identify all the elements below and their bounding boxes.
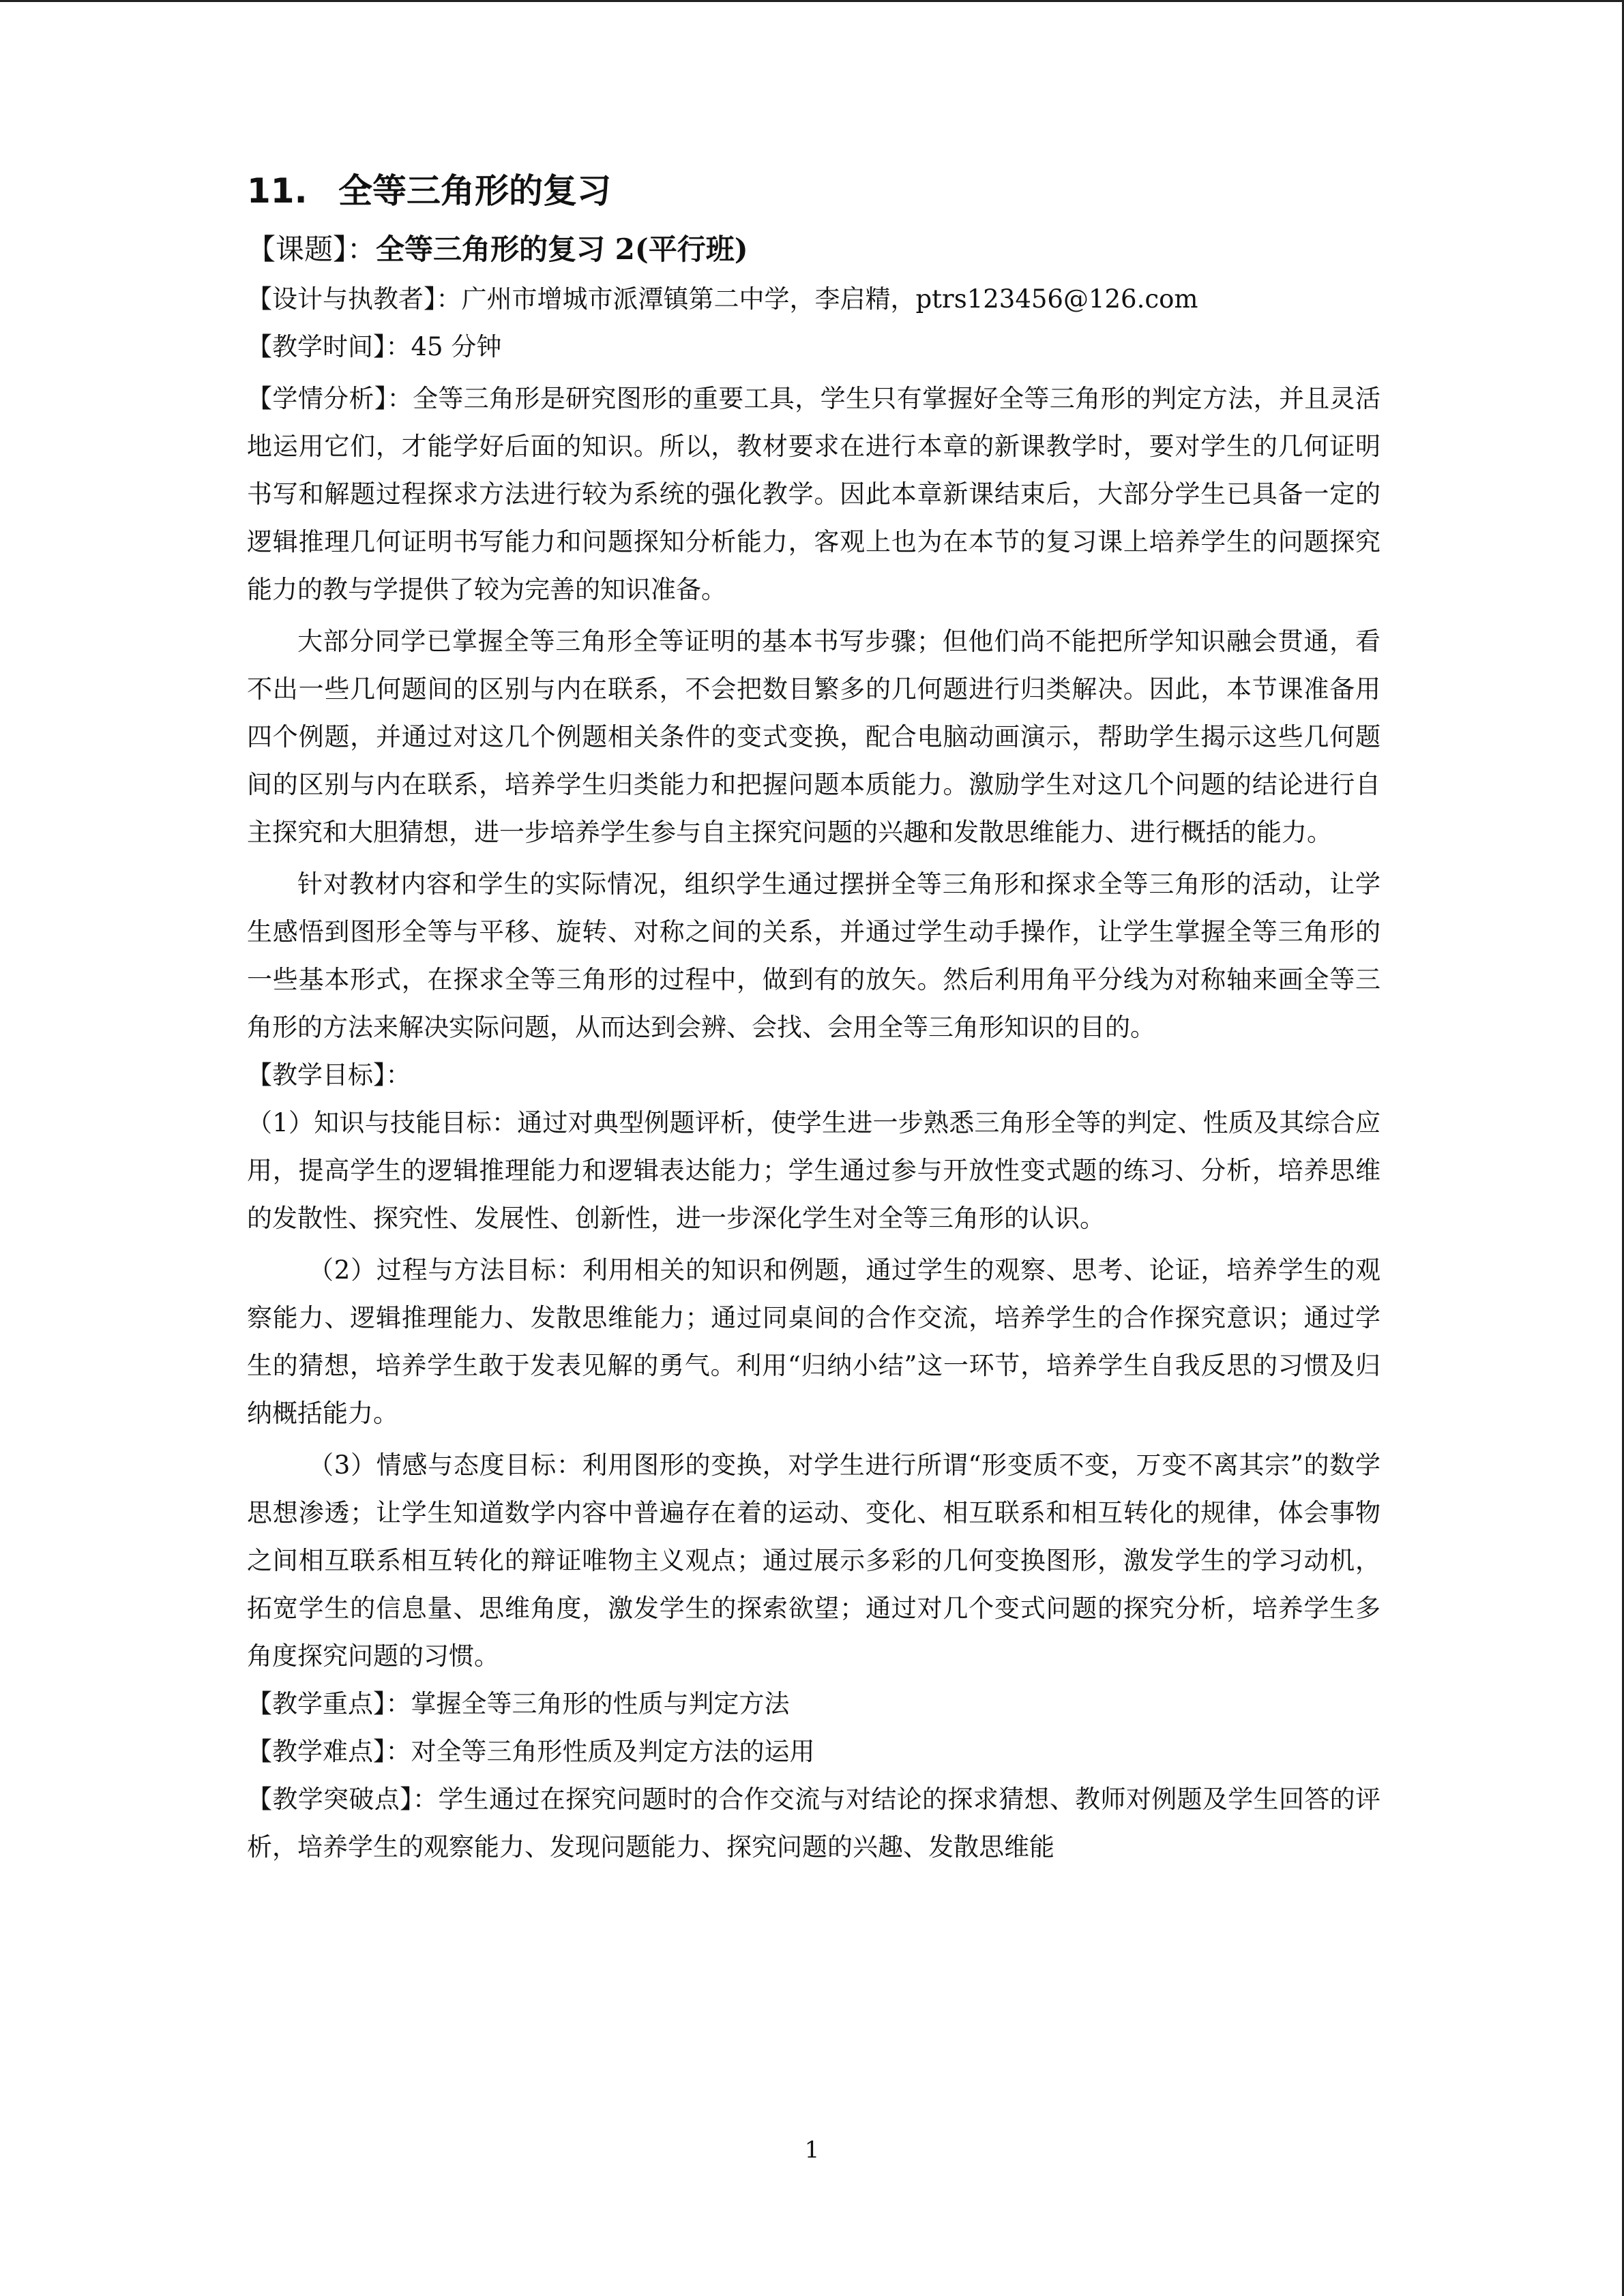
breakthrough-value: 学生通过在探究问题时的合作交流与对结论的探求猜想、教师对例题及学生回答的评析，培养学生的观察能力、发现问题能力、探究问题的兴趣、发散思维能 bbox=[247, 1785, 1381, 1862]
page-number: 1 bbox=[804, 2136, 820, 2164]
duration-value: 45 分钟 bbox=[411, 332, 502, 361]
difficulty-value: 对全等三角形性质及判定方法的运用 bbox=[411, 1737, 815, 1766]
analysis-paragraph-2: 大部分同学已掌握全等三角形全等证明的基本书写步骤；但他们尚不能把所学知识融会贯通，看不出一些几何题间的区别与内在联系，不会把数目繁多的几何题进行归类解决。因此，本节课准备用四个例题，并通过对这几个例题相关条件的变式变换，配合电脑动画演示，帮助学生揭示这些几何题间的区别与内在联系，培养学生归类能力和把握问题本质能力。激励学生对这几个问题的结论进行自主探究和大胆猜想，进一步培养学生参与自主探究问题的兴趣和发散思维能力、进行概括的能力。 bbox=[247, 627, 1381, 847]
topic-line bbox=[247, 224, 1381, 275]
breakthrough-label: 【教学突破点】： bbox=[247, 1785, 439, 1814]
objective-2: （2）过程与方法目标：利用相关的知识和例题，通过学生的观察、思考、论证，培养学生的观察能力、逻辑推理能力、发散思维能力；通过同桌间的合作交流，培养学生的合作探究意识；通过学生的猜想，培养学生敢于发表见解的勇气。利用“归纳小结”这一环节，培养学生自我反思的习惯及归纳概括能力。 bbox=[247, 1255, 1381, 1428]
topic-label: 【课题】： bbox=[247, 233, 377, 266]
breakthrough-paragraph bbox=[247, 1776, 1381, 1871]
objective-3: （3）情感与态度目标：利用图形的变换，对学生进行所谓“形变质不变，万变不离其宗”的数学思想渗透；让学生知道数学内容中普遍存在着的运动、变化、相互联系和相互转化的规律，体会事物之间相互联系相互转化的辩证唯物主义观点；通过展示多彩的几何变换图形，激发学生的学习动机，拓宽学生的信息量、思维角度，激发学生的探索欲望；通过对几个变式问题的探究分析，培养学生多角度探究问题的习惯。 bbox=[247, 1450, 1381, 1671]
keypoint-label: 【教学重点】： bbox=[247, 1689, 411, 1718]
topic-value: 全等三角形的复习 2(平行班) bbox=[376, 233, 748, 266]
analysis-paragraph-3: 针对教材内容和学生的实际情况，组织学生通过摆拼全等三角形和探求全等三角形的活动，让学生感悟到图形全等与平移、旋转、对称之间的关系，并通过学生动手操作，让学生掌握全等三角形的一些基本形式，在探求全等三角形的过程中，做到有的放矢。然后利用角平分线为对称轴来画全等三角形的方法来解决实际问题，从而达到会辨、会找、会用全等三角形知识的目的。 bbox=[247, 869, 1381, 1042]
page-top-border bbox=[0, 0, 1624, 2]
section-title: 全等三角形的复习 bbox=[338, 171, 611, 211]
designer-line bbox=[247, 275, 1381, 323]
analysis-label: 【学情分析】： bbox=[247, 384, 413, 413]
duration-line bbox=[247, 323, 1381, 371]
difficulty-line bbox=[247, 1728, 1381, 1776]
section-heading bbox=[247, 164, 1381, 218]
objectives-label: 【教学目标】： bbox=[247, 1060, 411, 1090]
analysis-paragraph-1 bbox=[247, 375, 1381, 614]
difficulty-label: 【教学难点】： bbox=[247, 1737, 411, 1766]
keypoint-line bbox=[247, 1680, 1381, 1728]
analysis-text-1: 全等三角形是研究图形的重要工具，学生只有掌握好全等三角形的判定方法，并且灵活地运用它们，才能学好后面的知识。所以，教材要求在进行本章的新课教学时，要对学生的几何证明书写和解题过程探求方法进行较为系统的强化教学。因此本章新课结束后，大部分学生已具备一定的逻辑推理几何证明书写能力和问题探知分析能力，客观上也为在本节的复习课上培养学生的问题探究能力的教与学提供了较为完善的知识准备。 bbox=[247, 384, 1381, 604]
objective-1: （1）知识与技能目标：通过对典型例题评析，使学生进一步熟悉三角形全等的判定、性质及其综合应用，提高学生的逻辑推理能力和逻辑表达能力；学生通过参与开放性变式题的练习、分析，培养思维的发散性、探究性、发展性、创新性，进一步深化学生对全等三角形的认识。 bbox=[247, 1108, 1381, 1233]
designer-label: 【设计与执教者】： bbox=[247, 284, 462, 314]
designer-value: 广州市增城市派潭镇第二中学，李启精，ptrs123456@126.com bbox=[461, 284, 1198, 314]
duration-label: 【教学时间】： bbox=[247, 332, 411, 361]
document-body bbox=[247, 164, 1381, 1871]
section-number: 11. bbox=[247, 171, 308, 211]
keypoint-value: 掌握全等三角形的性质与判定方法 bbox=[411, 1689, 790, 1718]
